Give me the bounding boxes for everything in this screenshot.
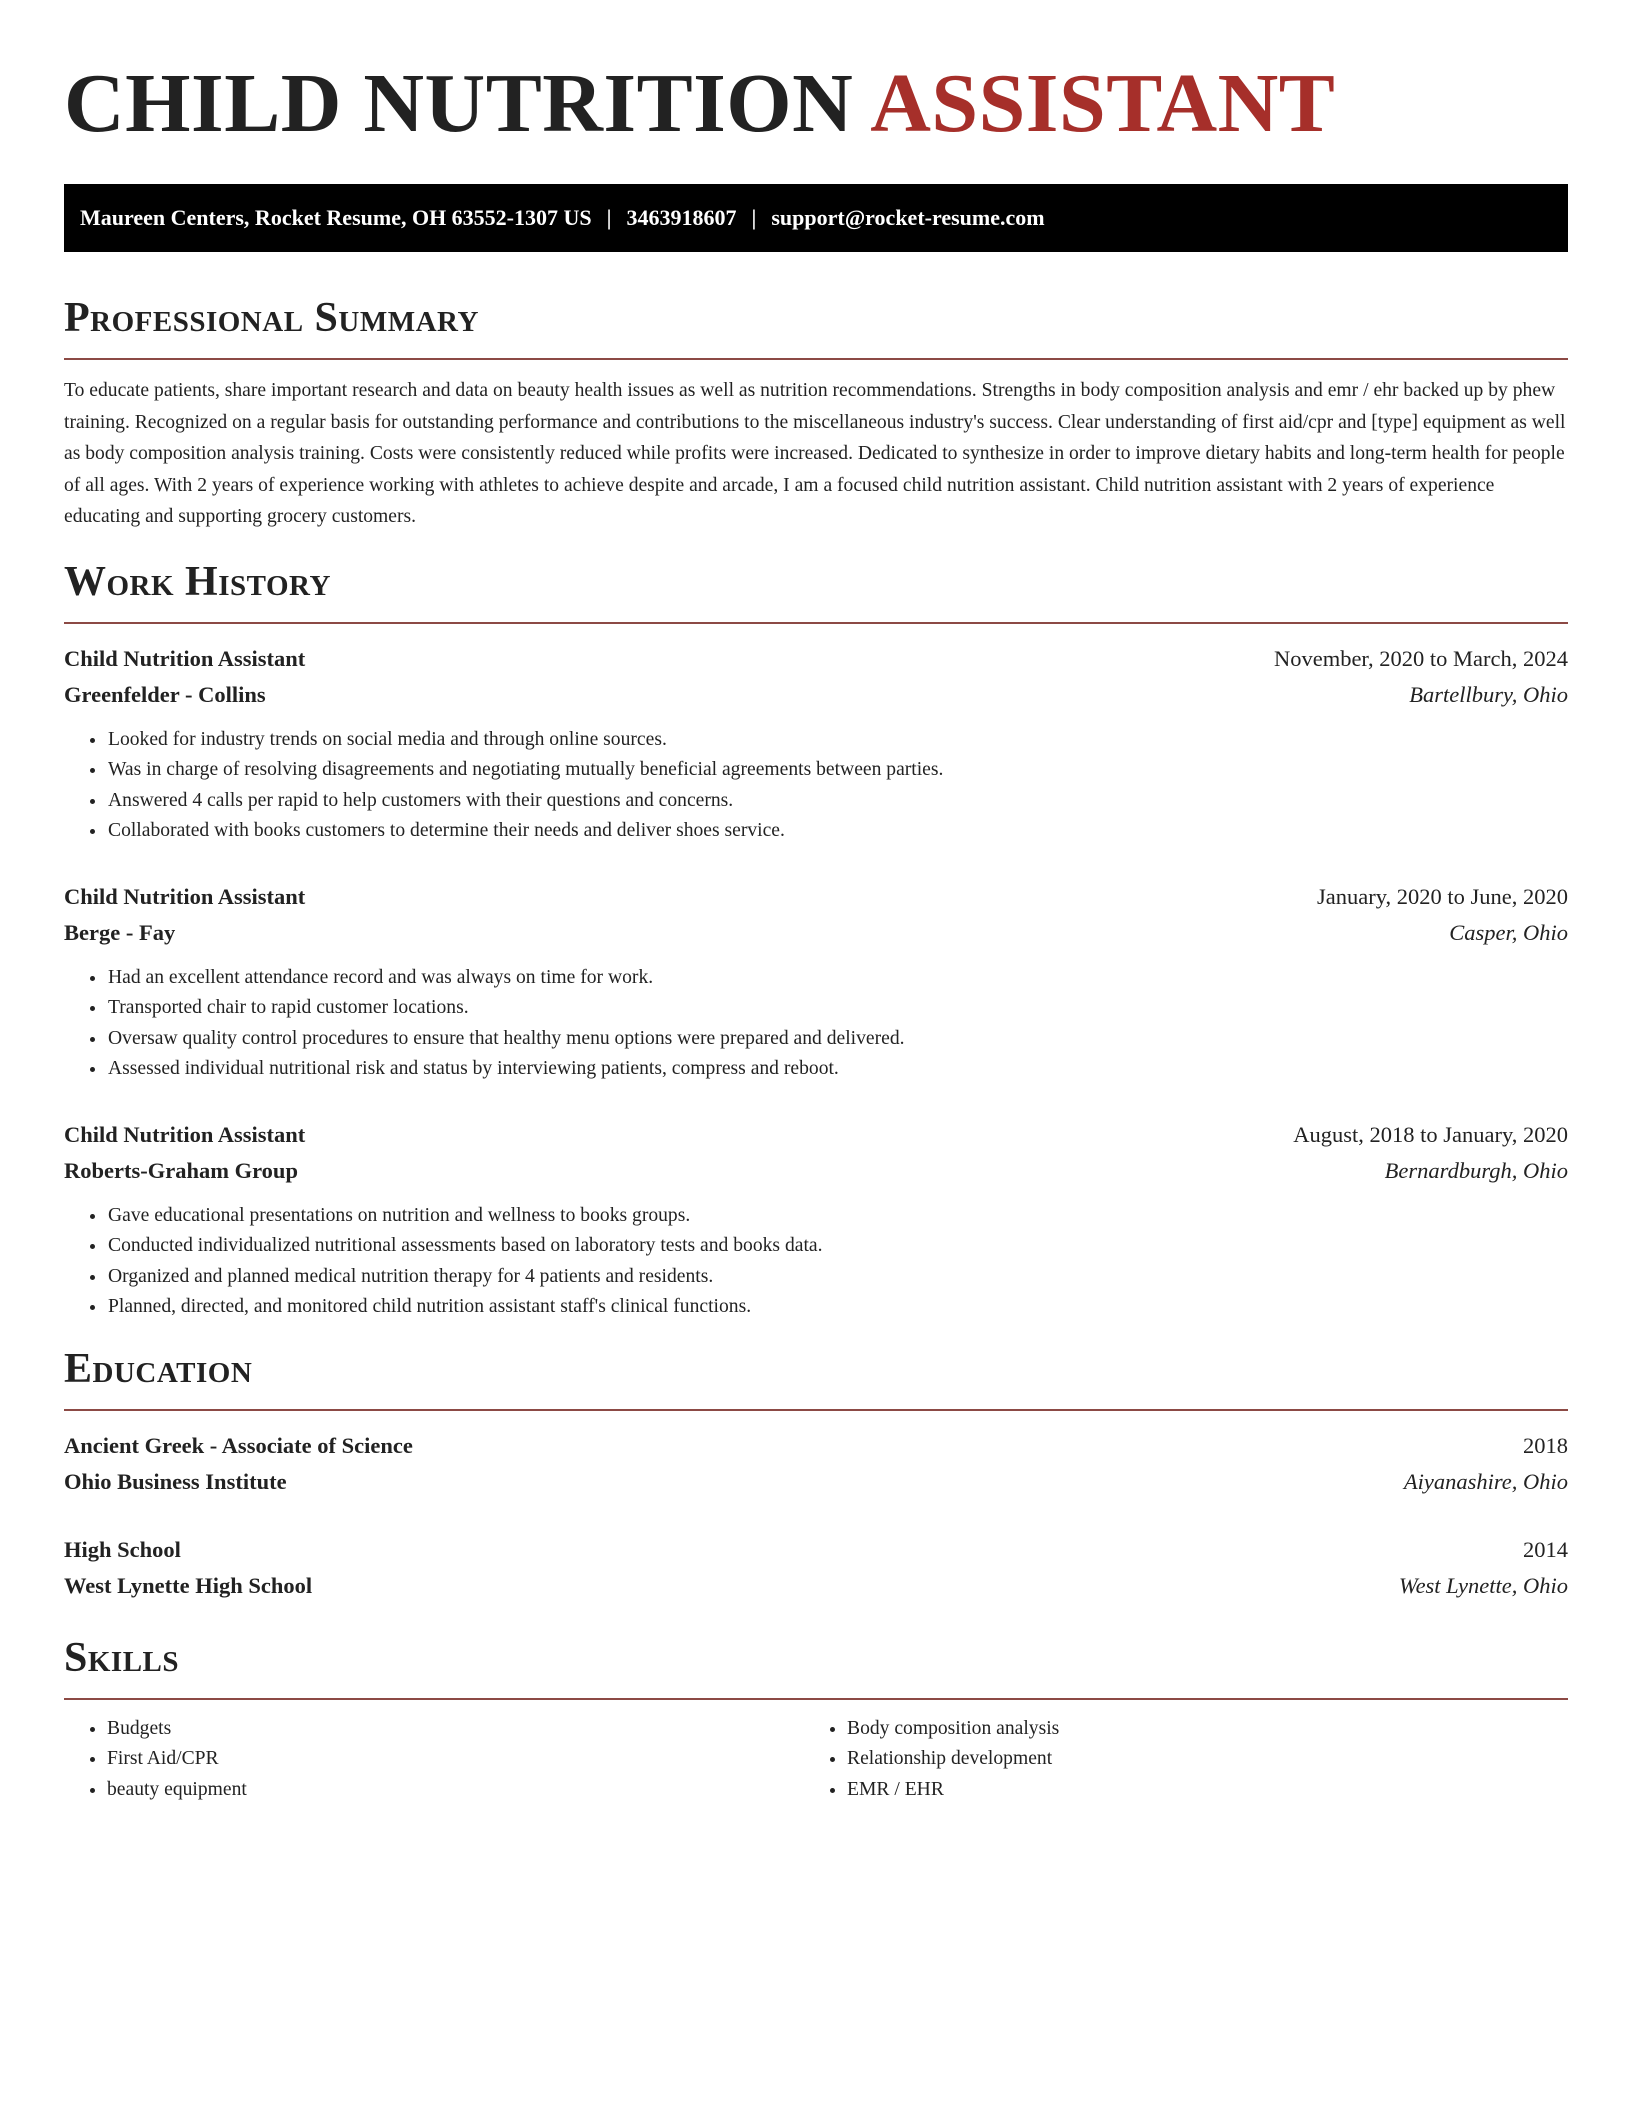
education-location: Aiyanashire, Ohio xyxy=(1403,1468,1568,1494)
job-bullet: • Looked for industry trends on social media and through online sources. xyxy=(107,725,1568,756)
title-accent: ASSISTANT xyxy=(870,57,1336,150)
job-dates: August, 2018 to January, 2020 xyxy=(1293,1121,1568,1147)
skill-item: • First Aid/CPR xyxy=(107,1744,804,1775)
job-location: Bartellbury, Ohio xyxy=(1409,681,1568,707)
job-entry xyxy=(64,1117,1568,1323)
job-entry xyxy=(64,879,1568,1085)
job-dates: November, 2020 to March, 2024 xyxy=(1273,645,1568,671)
skill-item: • beauty equipment xyxy=(107,1775,804,1806)
contact-bar xyxy=(64,184,1568,252)
job-title: Child Nutrition Assistant xyxy=(64,645,306,671)
skills-column-right xyxy=(804,1714,1544,1806)
skills-list xyxy=(64,1714,1568,1806)
skills-section xyxy=(64,1632,1568,1806)
job-location: Bernardburgh, Ohio xyxy=(1384,1157,1568,1183)
skill-item: • Budgets xyxy=(107,1714,804,1745)
contact-address: Maureen Centers, Rocket Resume, OH 63552-1307 US xyxy=(80,205,592,230)
job-company-row xyxy=(64,915,1568,951)
section-divider xyxy=(64,358,1568,360)
job-company: Berge - Fay xyxy=(64,919,176,945)
contact-email: support@rocket-resume.com xyxy=(771,205,1045,230)
job-bullet: • Assessed individual nutritional risk and status by interviewing patients, compress and reboot. xyxy=(107,1054,1568,1085)
education-school-row xyxy=(64,1464,1568,1500)
education-year: 2014 xyxy=(1523,1536,1568,1562)
job-bullet: • Gave educational presentations on nutrition and wellness to books groups. xyxy=(107,1201,1568,1232)
education-degree-row xyxy=(64,1428,1568,1464)
education-degree-row xyxy=(64,1532,1568,1568)
job-header-row xyxy=(64,641,1568,677)
job-company-row xyxy=(64,1153,1568,1189)
job-company: Roberts-Graham Group xyxy=(64,1157,298,1183)
education-school: West Lynette High School xyxy=(64,1572,313,1598)
job-bullet: • Had an excellent attendance record and was always on time for work. xyxy=(107,963,1568,994)
education-school: Ohio Business Institute xyxy=(64,1468,287,1494)
job-bullets xyxy=(64,963,1568,1085)
job-bullets xyxy=(64,725,1568,847)
education-section xyxy=(64,1343,1568,1604)
skills-column-left xyxy=(64,1714,804,1806)
job-title: Child Nutrition Assistant xyxy=(64,883,306,909)
summary-text: To educate patients, share important research and data on beauty health issues as well as nutrition recommendations. Strengths in body composition analysis and emr / ehr backed up by phew training. Recognized on a regular basis for outstanding performance and contributions to the miscellaneous industry's success. Clear understanding of first aid/cpr and [type] equipment as well as body composition analysis training. Costs were consistently reduced while profits were increased. Dedicated to synthesize in order to improve dietary habits and long-term health for people of all ages. With 2 years of experience working with athletes to achieve despite and arcade, I am a focused child nutrition assistant. Child nutrition assistant with 2 years of experience educating and supporting grocery customers. xyxy=(64,380,1566,527)
skill-item: • Body composition analysis xyxy=(847,1714,1544,1745)
skill-item: • EMR / EHR xyxy=(847,1775,1544,1806)
job-bullet: • Collaborated with books customers to determine their needs and deliver shoes service. xyxy=(107,816,1568,847)
job-bullet: • Planned, directed, and monitored child nutrition assistant staff's clinical functions. xyxy=(107,1292,1568,1323)
contact-separator: | xyxy=(751,205,757,230)
education-location: West Lynette, Ohio xyxy=(1398,1572,1568,1598)
education-heading: Education xyxy=(64,1345,253,1392)
skills-heading: Skills xyxy=(64,1634,180,1681)
job-bullet: • Was in charge of resolving disagreements and negotiating mutually beneficial agreements between parties. xyxy=(107,755,1568,786)
skill-item: • Relationship development xyxy=(847,1744,1544,1775)
summary-section xyxy=(64,292,1568,533)
page-title xyxy=(64,54,1568,154)
job-header-row xyxy=(64,1117,1568,1153)
job-company: Greenfelder - Collins xyxy=(64,681,266,707)
section-divider xyxy=(64,1409,1568,1411)
job-header-row xyxy=(64,879,1568,915)
education-degree: High School xyxy=(64,1536,181,1562)
job-bullet: • Oversaw quality control procedures to ensure that healthy menu options were prepared and delivered. xyxy=(107,1024,1568,1055)
summary-heading: Professional Summary xyxy=(64,295,479,341)
job-dates: January, 2020 to June, 2020 xyxy=(1316,883,1568,909)
education-degree: Ancient Greek - Associate of Science xyxy=(64,1432,413,1458)
contact-separator: | xyxy=(606,205,612,230)
job-company-row xyxy=(64,677,1568,713)
work-history-section xyxy=(64,556,1568,1323)
education-year: 2018 xyxy=(1523,1432,1568,1458)
contact-phone: 3463918607 xyxy=(626,205,737,230)
title-main: CHILD NUTRITION xyxy=(64,57,854,150)
work-history-heading: Work History xyxy=(64,558,331,605)
education-entry xyxy=(64,1428,1568,1500)
education-school-row xyxy=(64,1568,1568,1604)
job-entry xyxy=(64,641,1568,847)
job-bullets xyxy=(64,1201,1568,1323)
job-bullet: • Transported chair to rapid customer locations. xyxy=(107,993,1568,1024)
job-bullet: • Answered 4 calls per rapid to help customers with their questions and concerns. xyxy=(107,786,1568,817)
section-divider xyxy=(64,622,1568,624)
section-divider xyxy=(64,1698,1568,1700)
job-location: Casper, Ohio xyxy=(1449,919,1568,945)
education-entry xyxy=(64,1532,1568,1604)
job-bullet: • Conducted individualized nutritional assessments based on laboratory tests and books data. xyxy=(107,1231,1568,1262)
job-bullet: • Organized and planned medical nutrition therapy for 4 patients and residents. xyxy=(107,1262,1568,1293)
job-title: Child Nutrition Assistant xyxy=(64,1121,306,1147)
